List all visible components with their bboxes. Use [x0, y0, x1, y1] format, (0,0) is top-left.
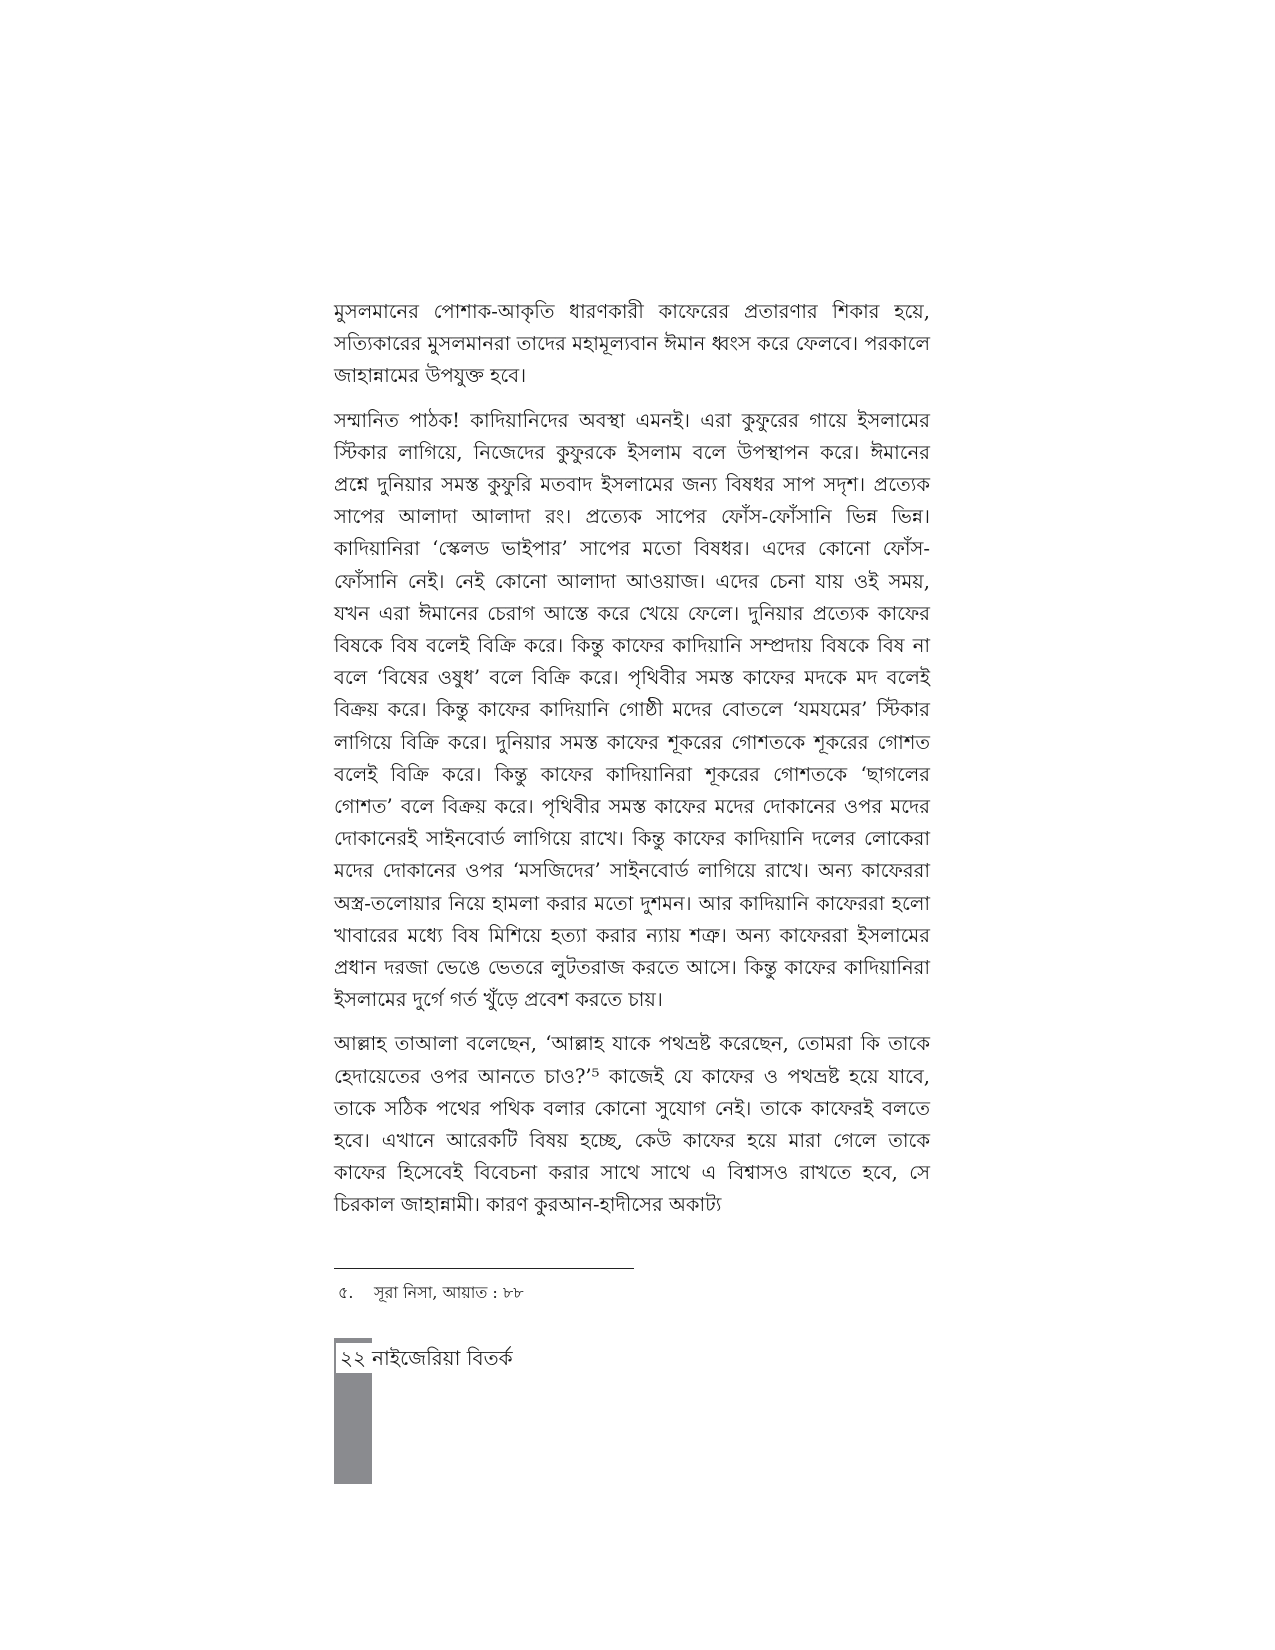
footnote-number: ৫. [338, 1283, 354, 1302]
book-title: নাইজেরিয়া বিতর্ক [372, 1346, 513, 1370]
footnote [338, 1282, 524, 1304]
page-number: ২২ [340, 1346, 367, 1370]
paragraph-1: মুসলমানের পোশাক-আকৃতি ধারণকারী কাফেরের প্রতারণার শিকার হয়ে, সত্যিকারের মুসলমানরা তাদের মহামূল্যবান ঈমান ধ্বংস করে ফেলবে। পরকালে জাহান্নামের উপযুক্ত হবে। [334, 300, 930, 388]
footnote-text: সূরা নিসা, আয়াত : ৮৮ [374, 1283, 524, 1302]
paragraph-2: সম্মানিত পাঠক! কাদিয়ানিদের অবস্থা এমনই। এরা কুফুরের গায়ে ইসলামের স্টিকার লাগিয়ে, নিজেদের কুফুরকে ইসলাম বলে উপস্থাপন করে। ঈমানের প্রশ্নে দুনিয়ার সমস্ত কুফুরি মতবাদ ইসলামের জন্য বিষধর সাপ সদৃশ। প্রত্যেক সাপের আলাদা আলাদা রং। প্রত্যেক সাপের ফোঁস-ফোঁসানি ভিন্ন ভিন্ন। কাদিয়ানিরা ‘স্কেলড ভাইপার’ সাপের মতো বিষধর। এদের কোনো ফোঁস-ফোঁসানি নেই। নেই কোনো আলাদা আওয়াজ। এদের চেনা যায় ওই সময়, যখন এরা ঈমানের চেরাগ আস্তে করে খেয়ে ফেলে। দুনিয়ার প্রত্যেক কাফের বিষকে বিষ বলেই বিক্রি করে। কিন্তু কাফের কাদিয়ানি সম্প্রদায় বিষকে বিষ না বলে ‘বিষের ওষুধ’ বলে বিক্রি করে। পৃথিবীর সমস্ত কাফের মদকে মদ বলেই বিক্রয় করে। কিন্তু কাফের কাদিয়ানি গোষ্ঠী মদের বোতলে ‘যমযমের’ স্টিকার লাগিয়ে বিক্রি করে। দুনিয়ার সমস্ত কাফের শূকরের গোশতকে শূকরের গোশত বলেই বিক্রি করে। কিন্তু কাফের কাদিয়ানিরা শূকরের গোশতকে ‘ছাগলের গোশত’ বলে বিক্রয় করে। পৃথিবীর সমস্ত কাফের মদের দোকানের ওপর মদের দোকানেরই সাইনবোর্ড লাগিয়ে রাখে। কিন্তু কাফের কাদিয়ানি দলের লোকেরা মদের দোকানের ওপর ‘মসজিদের’ সাইনবোর্ড লাগিয়ে রাখে। অন্য কাফেররা অস্ত্র-তলোয়ার নিয়ে হামলা করার মতো দুশমন। আর কাদিয়ানি কাফেররা হলো খাবারের মধ্যে বিষ মিশিয়ে হত্যা করার ন্যায় শত্রু। অন্য কাফেররা ইসলামের প্রধান দরজা ভেঙে ভেতরে লুটতরাজ করতে আসে। কিন্তু কাফের কাদিয়ানিরা ইসলামের দুর্গে গর্ত খুঁড়ে প্রবেশ করতে চায়। [334, 408, 930, 1012]
main-text [334, 296, 930, 1234]
paragraph-3: আল্লাহ তাআলা বলেছেন, ‘আল্লাহ যাকে পথভ্রষ্ট করেছেন, তোমরা কি তাকে হেদায়েতের ওপর আনতে চাও?’⁵ কাজেই যে কাফের ও পথভ্রষ্ট হয়ে যাবে, তাকে সঠিক পথের পথিক বলার কোনো সুযোগ নেই। তাকে কাফেরই বলতে হবে। এখানে আরেকটি বিষয় হচ্ছে, কেউ কাফের হয়ে মারা গেলে তাকে কাফের হিসেবেই বিবেচনা করার সাথে সাথে এ বিশ্বাসও রাখতে হবে, সে চিরকাল জাহান্নামী। কারণ কুরআন-হাদীসের অকাট্য [334, 1032, 930, 1217]
page-footer [336, 1343, 521, 1373]
footnote-divider [334, 1268, 634, 1269]
